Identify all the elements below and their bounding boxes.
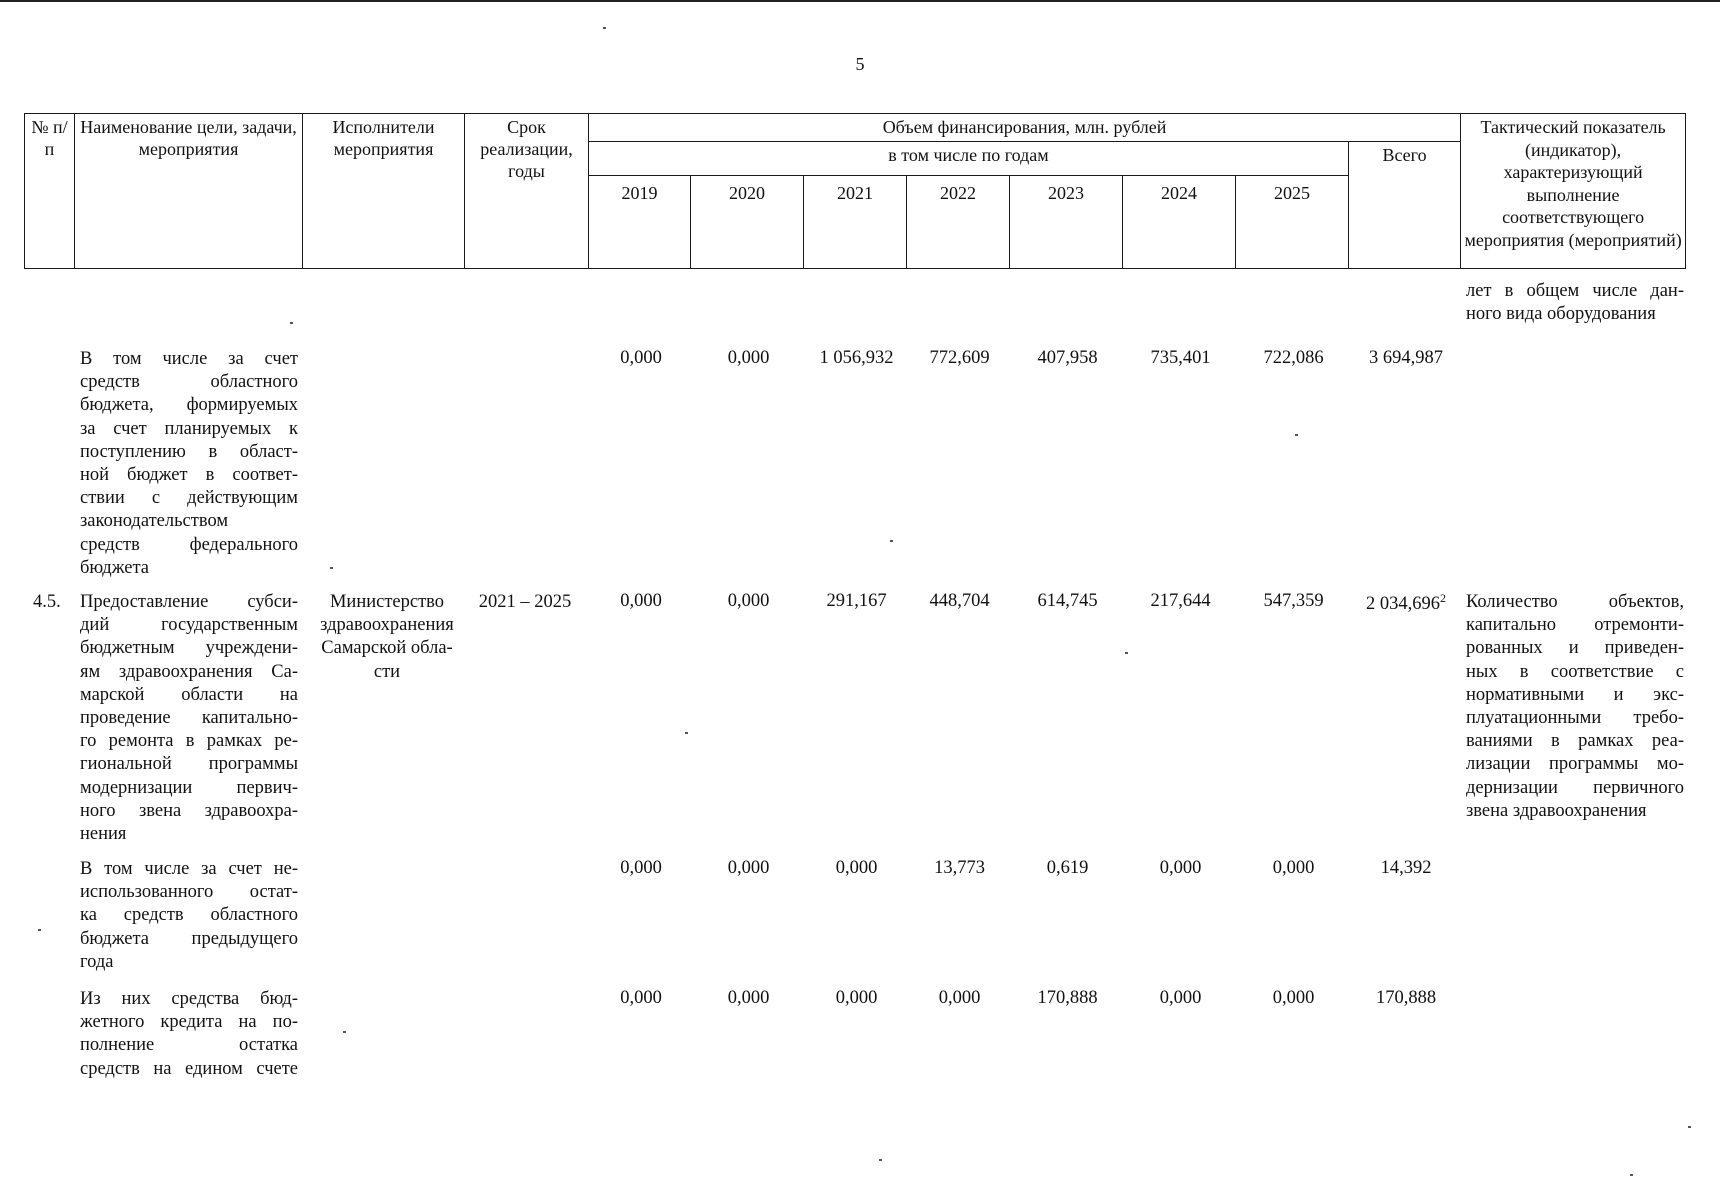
row-2-value-2020: 0,000 [727,858,770,878]
row-3-value-2022: 0,000 [938,988,981,1008]
name-line: гиональной программы [80,754,298,775]
scan-speck [879,1159,882,1161]
name-line: ка средств областного [80,905,298,926]
row-2-value-2019: 0,000 [620,858,662,878]
scan-speck [685,732,688,734]
name-line: бюджетным учреждени- [80,638,298,659]
row-3-value-2021: 0,000 [835,988,878,1008]
header-table [24,113,1686,269]
header-year-2024: 2024 [1123,176,1236,269]
row-1-number: 4.5. [33,592,61,612]
name-line: марской области на [80,684,298,705]
row-1-total [1350,591,1462,615]
header-col-funding: Объем финансирования, млн. рублей [589,114,1461,142]
name-line: ной бюджет в соответ- [80,465,298,486]
row-0-value-2022: 772,609 [929,348,990,368]
carryover-line: ного вида оборудования [1466,304,1656,325]
header-col-no: № п/п [25,114,75,269]
name-line: Предоставление субси- [80,592,298,612]
row-1-executor [312,591,462,684]
name-line: ям здравоохранения Са- [80,661,298,682]
top-border-line [0,0,1720,2]
indicator-line: Количество объектов, [1466,592,1684,612]
row-3-total: 170,888 [1375,988,1437,1008]
scan-speck [330,567,333,569]
indicator-line: лизации программы мо- [1466,754,1684,775]
name-line: средств на едином счете [80,1058,298,1079]
row-2-total: 14,392 [1380,858,1432,878]
row-0-value-2021: 1 056,932 [819,348,894,368]
scan-speck [603,27,606,29]
scan-speck [290,322,293,324]
name-line: за счет планируемых к [80,418,298,439]
header-col-by-years: в том числе по годам [589,142,1349,176]
row-0-value-2023: 407,958 [1037,348,1098,368]
name-line: средств федерального [80,534,298,555]
indicator-line: нормативными и экс- [1466,684,1684,705]
scan-speck [38,929,41,931]
name-line: проведение капитально- [80,708,298,729]
row-3-value-2025: 0,000 [1272,988,1315,1008]
row-1-value-2025: 547,359 [1263,591,1324,611]
name-line: В том числе за счет [80,349,298,369]
row-2-value-2023: 0,619 [1046,858,1089,878]
header-year-2022: 2022 [907,176,1010,269]
name-line: бюджета, формируемых [80,395,298,416]
name-line: полнение остатка [80,1035,298,1056]
name-line: го ремонта в рамках ре- [80,731,298,752]
row-0-name [80,348,298,580]
row-1-indicator [1466,591,1684,823]
name-line: модернизации первич- [80,777,298,798]
name-line: средств областного [80,372,298,393]
header-col-total: Всего [1349,142,1461,269]
row-2-value-2022: 13,773 [934,858,985,878]
row-2-name [80,858,298,974]
row-1-total-footnote: 2 [1440,591,1446,605]
row-0-value-2024: 735,401 [1150,348,1211,368]
row-1-name [80,591,298,846]
header-col-indicator: Тактический показатель (индикатор), характеризующий выполнение соответствующего мероприятия (мероприятий) [1461,114,1686,269]
executor-line: Министерство [329,592,445,612]
scan-speck [1295,434,1298,436]
row-1-term: 2021 – 2025 [478,592,572,612]
indicator-line: рованных и приведен- [1466,638,1684,659]
executor-line: Самарской обла- [321,638,453,659]
row-0-total: 3 694,987 [1369,348,1443,368]
header-col-term: Срок реализации, годы [465,114,589,269]
scan-speck [343,1031,346,1033]
row-1-value-2020: 0,000 [727,591,770,611]
header-col-name: Наименование цели, задачи, мероприятия [75,114,303,269]
row-1-value-2022: 448,704 [929,591,990,611]
row-0-value-2019: 0,000 [620,348,662,368]
header-year-2020: 2020 [691,176,804,269]
carryover-line: лет в общем числе дан- [1466,281,1684,301]
scan-speck [1630,1174,1633,1176]
row-1-value-2023: 614,745 [1037,591,1098,611]
name-line: В том числе за счет не- [80,859,298,879]
name-line: Из них средства бюд- [80,989,298,1009]
name-line: дий государственным [80,615,298,636]
row-3-value-2023: 170,888 [1037,988,1098,1008]
indicator-line: капитально отремонти- [1466,615,1684,636]
name-line: года [80,951,114,972]
row-3-name [80,988,298,1081]
name-line: бюджета [80,557,149,578]
name-line: нения [80,824,127,845]
name-line: ствии с действующим [80,488,298,509]
name-line: использованного остат- [80,882,298,903]
row-1-value-2021: 291,167 [826,591,887,611]
header-year-2021: 2021 [804,176,907,269]
name-line: поступлению в област- [80,441,298,462]
row-1-value-2019: 0,000 [620,591,662,611]
executor-line: сти [373,661,401,682]
scan-speck [1125,652,1128,654]
row-0-value-2025: 722,086 [1263,348,1324,368]
row-0-value-2020: 0,000 [727,348,770,368]
carryover-indicator [1466,280,1684,326]
indicator-line: плуатационными требо- [1466,708,1684,729]
name-line: бюджета предыдущего [80,928,298,949]
scan-speck [890,540,893,542]
header-year-2019: 2019 [589,176,691,269]
indicator-line: звена здравоохранения [1466,800,1647,821]
page-number: 5 [855,54,865,74]
header-year-2023: 2023 [1010,176,1123,269]
row-2-value-2025: 0,000 [1272,858,1315,878]
row-3-value-2020: 0,000 [727,988,770,1008]
name-line: законодательством [80,511,229,532]
header-col-executor: Исполнители мероприятия [303,114,465,269]
indicator-line: ваниями в рамках реа- [1466,731,1684,752]
row-3-value-2024: 0,000 [1159,988,1202,1008]
name-line: жетного кредита на по- [80,1012,298,1033]
indicator-line: дернизации первичного [1466,777,1684,798]
row-1-total-value: 2 034,696 [1366,594,1440,615]
row-3-value-2019: 0,000 [620,988,662,1008]
row-2-value-2024: 0,000 [1159,858,1202,878]
executor-line: здравоохранения [320,615,454,636]
row-1-value-2024: 217,644 [1150,591,1211,611]
indicator-line: ных в соответствие с [1466,661,1684,682]
scan-speck [1688,1126,1691,1128]
row-2-value-2021: 0,000 [835,858,878,878]
name-line: ного звена здравоохра- [80,800,298,821]
header-year-2025: 2025 [1236,176,1349,269]
